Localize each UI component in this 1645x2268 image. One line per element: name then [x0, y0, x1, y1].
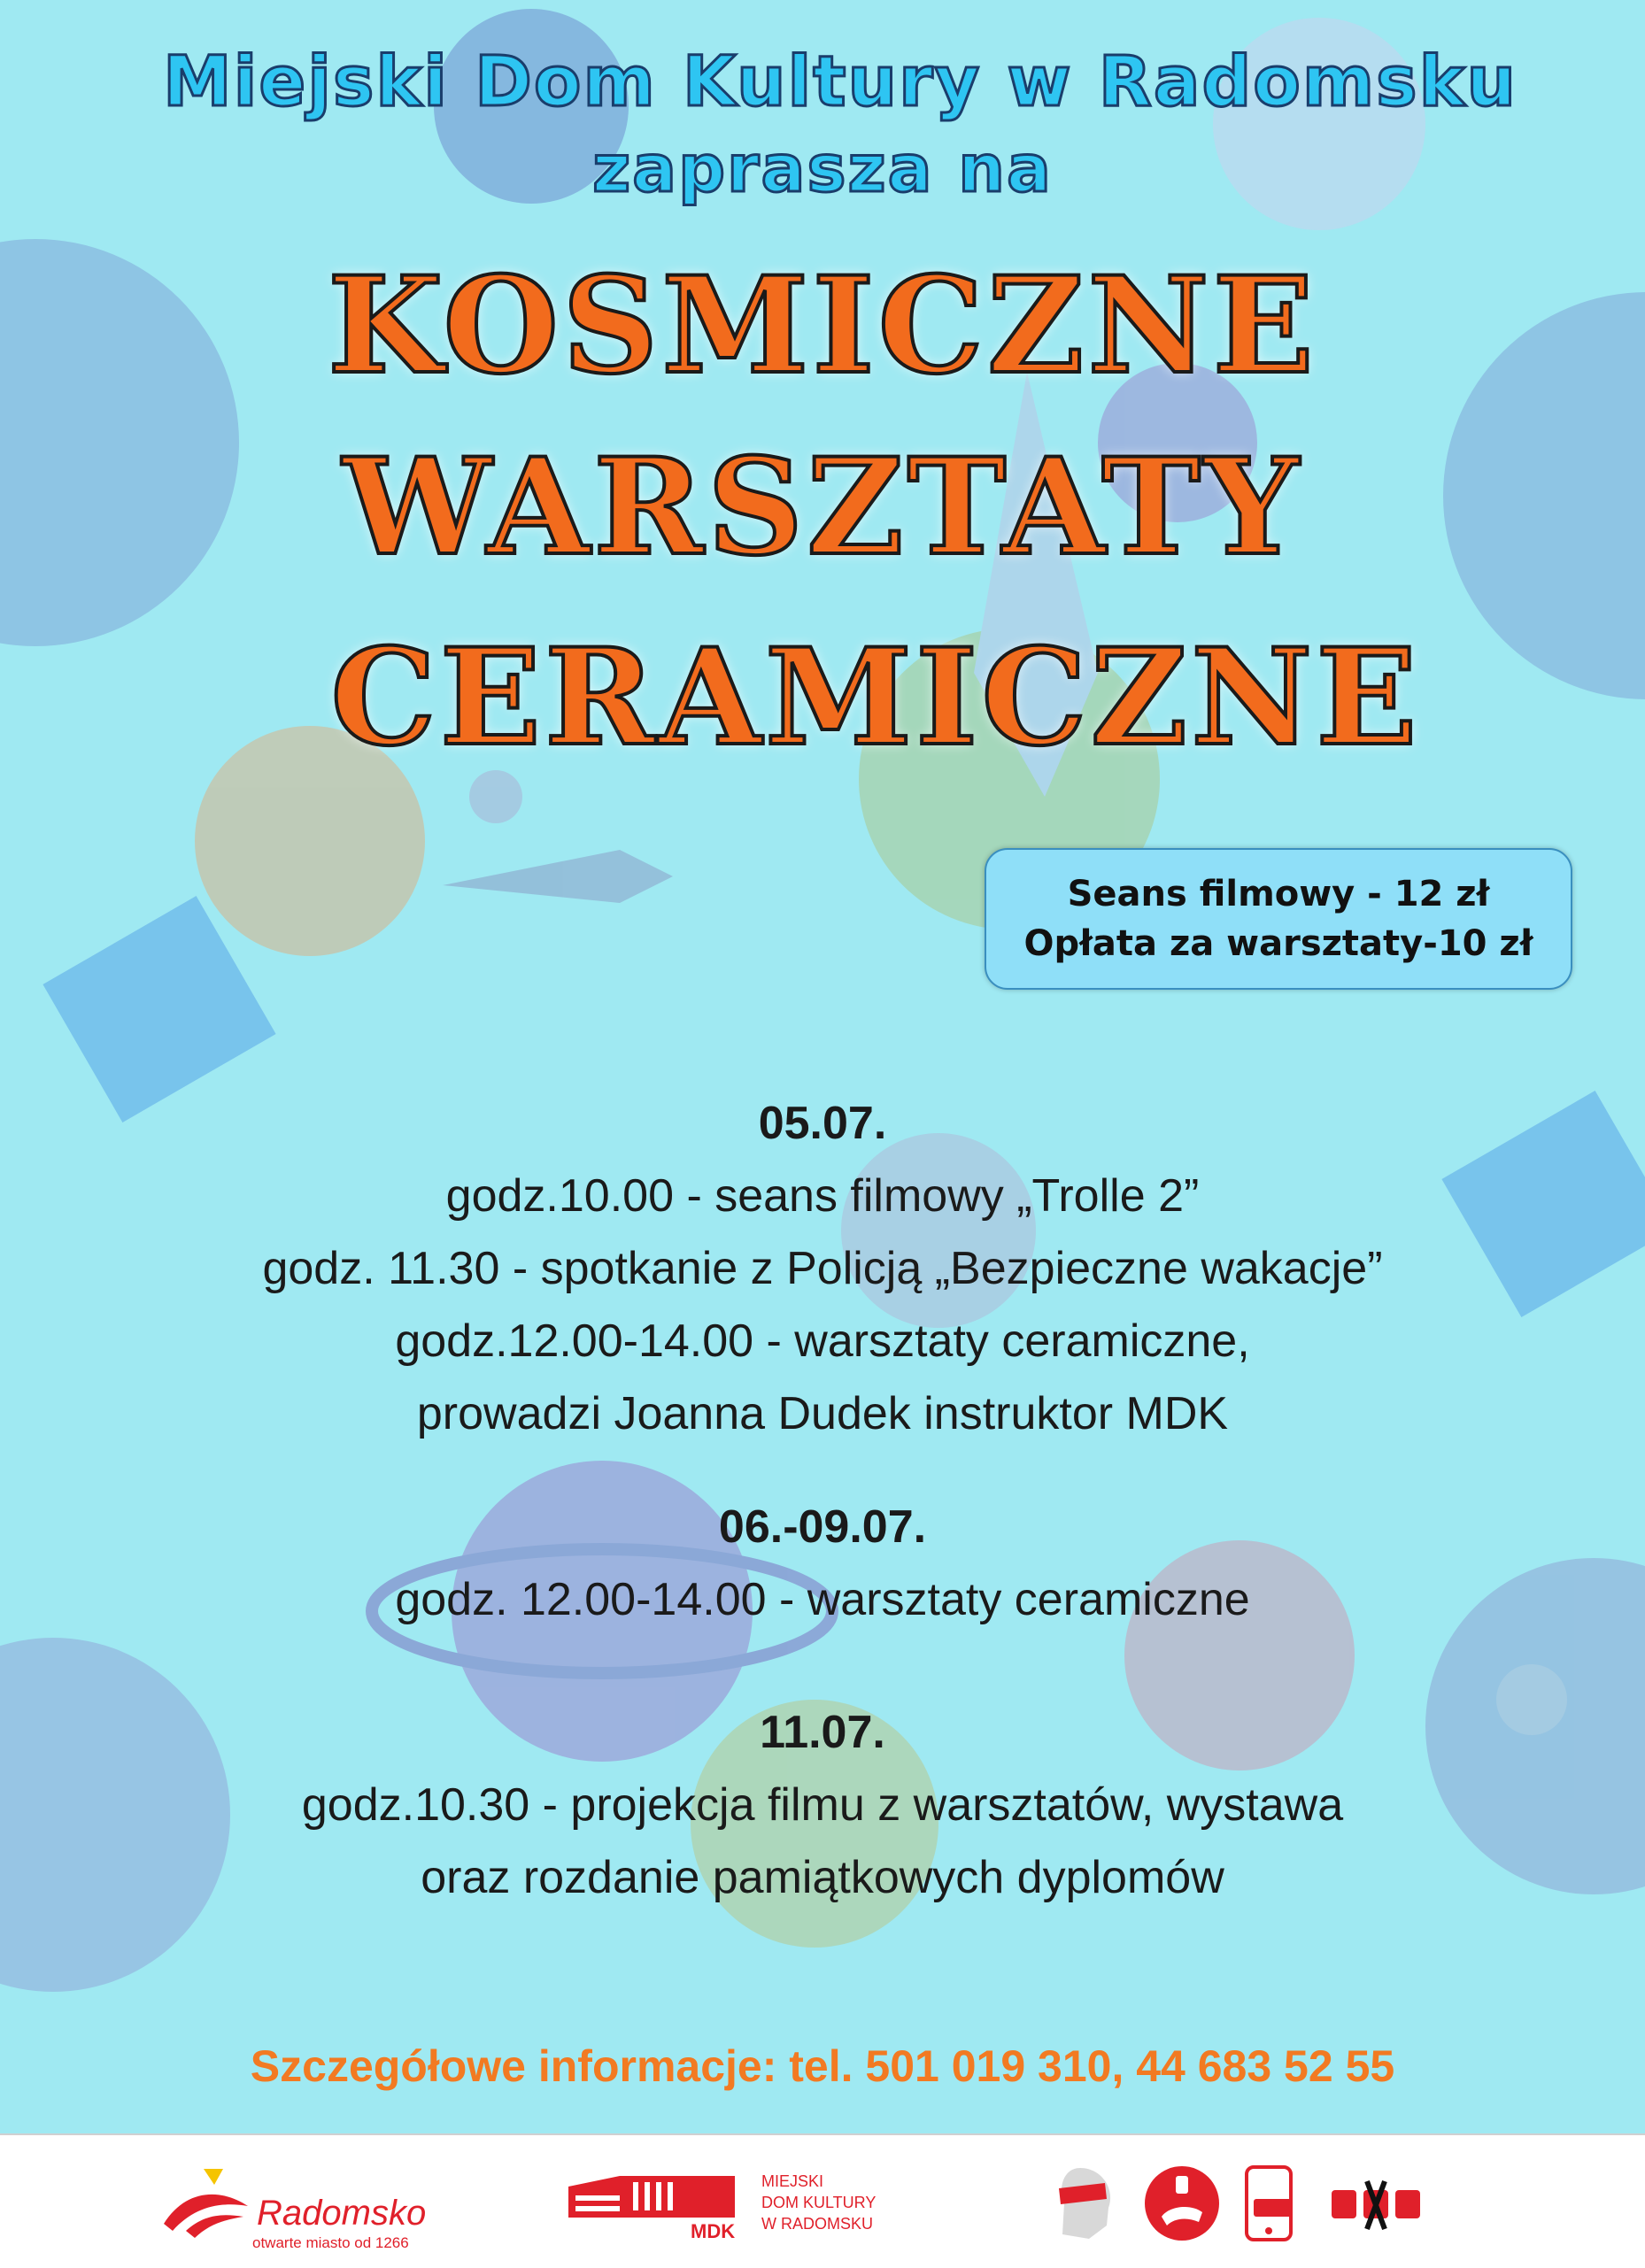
schedule-line: godz.10.00 - seans filmowy „Trolle 2”: [445, 1170, 1200, 1222]
schedule-date: 06.-09.07.: [718, 1501, 927, 1553]
schedule-day-2: [0, 1491, 1645, 1636]
distanced-seats-icon: [1328, 2164, 1425, 2243]
mdk-logo: [567, 2169, 903, 2249]
title-line-2: WARSZTATY: [342, 429, 1303, 585]
phone-payment-icon: [1240, 2164, 1310, 2243]
schedule-day-1: [0, 1087, 1645, 1450]
mdk-line-2: DOM KULTURY: [761, 2194, 877, 2211]
price-box: [985, 848, 1572, 990]
title-line-3: CERAMICZNE: [330, 620, 1421, 775]
schedule-line: godz. 12.00-14.00 - warsztaty ceramiczne: [395, 1574, 1250, 1625]
mdk-line-1: MIEJSKI: [761, 2172, 824, 2190]
hand-sanitizer-icon: [1142, 2164, 1222, 2243]
schedule-line: godz.12.00-14.00 - warsztaty ceramiczne,: [395, 1315, 1250, 1367]
meteor-2: [469, 770, 522, 823]
radomsko-logo: [159, 2162, 443, 2250]
schedule-line: godz. 11.30 - spotkanie z Policją „Bezpieczne wakacje”: [262, 1243, 1383, 1294]
mask-icon: [1054, 2164, 1124, 2243]
schedule-date: 05.07.: [758, 1098, 887, 1149]
footer: [0, 2133, 1645, 2268]
rocket-shape: [443, 850, 673, 903]
organizer-heading: Miejski Dom Kultury w Radomsku: [162, 42, 1518, 122]
radomsko-swoosh-icon: [159, 2162, 257, 2241]
mdk-line-3: W RADOMSKU: [761, 2215, 873, 2233]
safety-icons: [1054, 2164, 1443, 2252]
title-line-1: KOSMICZNE: [328, 248, 1317, 404]
schedule-line: oraz rozdanie pamiątkowych dyplomów: [421, 1852, 1224, 1903]
schedule-date: 11.07.: [760, 1707, 885, 1758]
radomsko-name: Radomsko: [257, 2194, 427, 2233]
invite-heading: zaprasza na: [592, 131, 1053, 207]
price-film: Seans filmowy - 12 zł: [1067, 874, 1490, 914]
price-workshop: Opłata za warsztaty-10 zł: [1023, 923, 1533, 964]
contact-info: Szczegółowe informacje: tel. 501 019 310, 44 683 52 55: [250, 2041, 1395, 2091]
mdk-abbr: MDK: [691, 2220, 736, 2242]
schedule-line: prowadzi Joanna Dudek instruktor MDK: [416, 1388, 1229, 1439]
schedule-day-3: [0, 1696, 1645, 1914]
schedule: [0, 1087, 1645, 1914]
radomsko-tagline: otwarte miasto od 1266: [252, 2234, 409, 2251]
schedule-line: godz.10.30 - projekcja filmu z warsztatów, wystawa: [301, 1779, 1344, 1831]
